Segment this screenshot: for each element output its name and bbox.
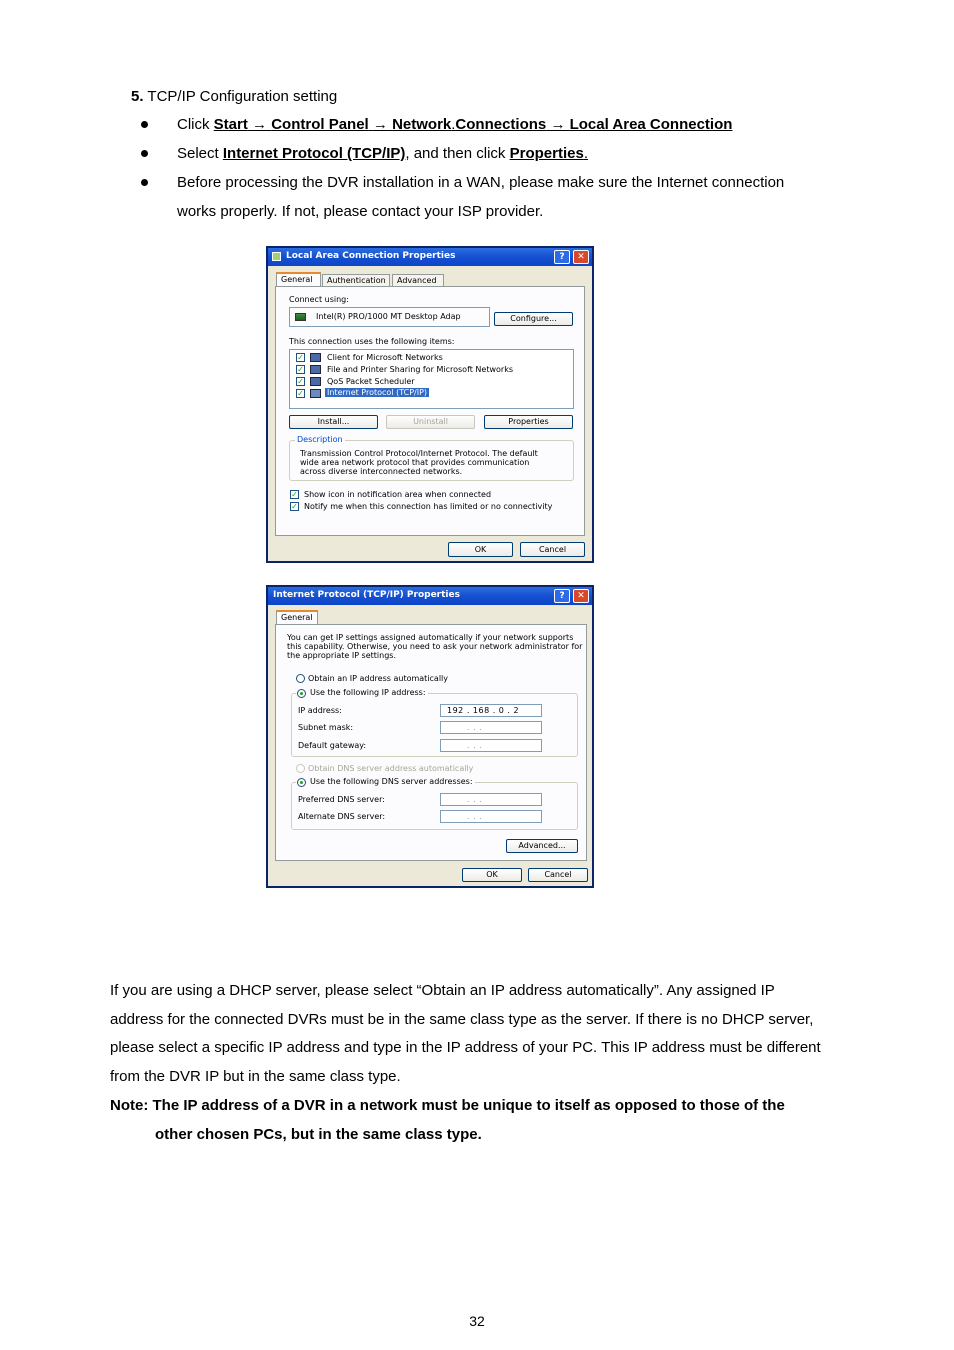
ok-button[interactable]: OK: [462, 868, 522, 882]
section-heading: [131, 88, 337, 106]
use-dns-radio[interactable]: [297, 778, 306, 787]
intro-line: this capability. Otherwise, you need to ask your network administrator for: [287, 642, 583, 651]
local-area-connection-dialog: [266, 246, 594, 563]
bullet-text: Select: [177, 145, 223, 162]
use-ip-radio[interactable]: [297, 689, 306, 698]
ip-address-label: IP address:: [298, 706, 342, 715]
checkbox[interactable]: ✓: [297, 365, 304, 374]
bullet-text: , and then click: [405, 145, 510, 162]
bullet-dot: [141, 121, 148, 128]
help-button[interactable]: ?: [554, 589, 570, 603]
note-line: Note: The IP address of a DVR in a network must be unique to itself as opposed to those of the: [110, 1097, 785, 1114]
connections-link: Connections: [455, 116, 547, 133]
bullet-select-protocol: [177, 145, 588, 163]
dns-group: [291, 777, 578, 830]
tcpip-properties-dialog: [266, 585, 594, 888]
tab-authentication[interactable]: Authentication: [322, 274, 390, 287]
list-item[interactable]: File and Printer Sharing for Microsoft Networks: [327, 365, 513, 374]
uninstall-button[interactable]: Uninstall: [386, 415, 475, 429]
checkbox[interactable]: ✓: [297, 389, 304, 398]
paragraph-line: please select a specific IP address and type in the IP address of your PC. This IP address must be different: [110, 1039, 821, 1056]
start-link: Start: [213, 116, 248, 133]
obtain-ip-label: Obtain an IP address automatically: [308, 674, 449, 683]
control-panel-link: Control Panel: [271, 116, 369, 133]
network-link: Network: [392, 116, 452, 133]
dot-text: .: [451, 116, 456, 133]
configure-button[interactable]: Configure...: [494, 312, 573, 326]
preferred-dns-input[interactable]: . . .: [440, 793, 542, 806]
connect-using-label: Connect using:: [289, 295, 349, 304]
protocol-icon: [310, 389, 321, 398]
intro-line: the appropriate IP settings.: [287, 651, 397, 660]
description-group: [289, 435, 574, 481]
network-icon: [272, 252, 281, 261]
obtain-ip-radio[interactable]: [296, 674, 305, 683]
client-icon: [310, 353, 321, 362]
cancel-button[interactable]: Cancel: [528, 868, 588, 882]
section-title: TCP/IP Configuration setting: [147, 88, 338, 105]
use-ip-label: Use the following IP address:: [296, 688, 428, 697]
general-panel: [275, 286, 585, 536]
tab-advanced[interactable]: Advanced: [392, 274, 444, 287]
list-item[interactable]: Client for Microsoft Networks: [327, 353, 443, 362]
general-panel: [275, 624, 587, 861]
paragraph-line: If you are using a DHCP server, please select “Obtain an IP address automatically”. Any assigned IP: [110, 982, 775, 999]
arrow-icon: →: [550, 116, 566, 133]
tab-general[interactable]: General: [276, 610, 318, 625]
properties-button[interactable]: Properties: [484, 415, 573, 429]
dialog-title: Local Area Connection Properties: [286, 251, 456, 261]
local-area-connection-link: Local Area Connection: [569, 116, 733, 133]
section-number: 5.: [131, 88, 144, 105]
adapter-field: [289, 307, 490, 327]
ip-address-input[interactable]: 192 . 168 . 0 . 2: [440, 704, 542, 717]
checkbox[interactable]: ✓: [297, 377, 304, 386]
alternate-dns-label: Alternate DNS server:: [298, 812, 386, 821]
obtain-dns-label: Obtain DNS server address automatically: [308, 764, 474, 773]
subnet-mask-label: Subnet mask:: [298, 723, 354, 732]
note-line: other chosen PCs, but in the same class type.: [155, 1126, 482, 1143]
qos-icon: [310, 377, 321, 386]
notify-label: Notify me when this connection has limited or no connectivity: [304, 502, 553, 511]
obtain-dns-radio[interactable]: [296, 764, 305, 773]
title-bar: [268, 248, 592, 266]
bullet-wan-line2: works properly. If not, please contact your ISP provider.: [177, 203, 544, 220]
checkbox[interactable]: ✓: [297, 353, 304, 362]
arrow-icon: →: [372, 116, 388, 133]
period-text: .: [583, 145, 588, 162]
adapter-name: Intel(R) PRO/1000 MT Desktop Adap: [316, 312, 461, 321]
use-dns-label: Use the following DNS server addresses:: [296, 777, 475, 786]
install-button[interactable]: Install...: [289, 415, 378, 429]
bullet-click-path: [177, 116, 732, 134]
items-label: This connection uses the following items:: [289, 337, 455, 346]
advanced-button[interactable]: Advanced...: [506, 839, 578, 853]
arrow-icon: →: [252, 116, 268, 133]
notify-checkbox[interactable]: ✓: [291, 502, 298, 511]
show-icon-checkbox[interactable]: ✓: [291, 490, 298, 499]
title-bar: [268, 587, 592, 605]
paragraph-line: address for the connected DVRs must be in the same class type as the server. If there is no DHCP server,: [110, 1011, 814, 1028]
ip-address-group: [291, 688, 578, 757]
description-line: across diverse interconnected networks.: [300, 467, 463, 476]
default-gateway-label: Default gateway:: [298, 741, 367, 750]
close-button[interactable]: ✕: [573, 250, 589, 264]
help-button[interactable]: ?: [554, 250, 570, 264]
preferred-dns-label: Preferred DNS server:: [298, 795, 385, 804]
network-adapter-icon: [295, 313, 306, 321]
properties-link: Properties: [509, 145, 584, 162]
intro-line: You can get IP settings assigned automatically if your network supports: [287, 633, 574, 642]
description-line: Transmission Control Protocol/Internet Protocol. The default: [300, 449, 538, 458]
alternate-dns-input[interactable]: . . .: [440, 810, 542, 823]
default-gateway-input[interactable]: . . .: [440, 739, 542, 752]
description-legend: Description: [297, 435, 343, 444]
protocol-link: Internet Protocol (TCP/IP): [222, 145, 406, 162]
list-item-selected[interactable]: Internet Protocol (TCP/IP): [327, 388, 428, 397]
bullet-wan-line1: Before processing the DVR installation in a WAN, please make sure the Internet connection: [177, 174, 785, 191]
show-icon-label: Show icon in notification area when connected: [304, 490, 492, 499]
ok-button[interactable]: OK: [448, 542, 513, 557]
dialog-title: Internet Protocol (TCP/IP) Properties: [273, 590, 460, 600]
bullet-dot: [141, 179, 148, 186]
file-sharing-icon: [310, 365, 321, 374]
list-item[interactable]: QoS Packet Scheduler: [327, 377, 415, 386]
description-line: wide area network protocol that provides communication: [300, 458, 530, 467]
bullet-text: Click: [177, 116, 214, 133]
paragraph-line: from the DVR IP but in the same class type.: [110, 1068, 401, 1085]
subnet-mask-input[interactable]: . . .: [440, 721, 542, 734]
components-list[interactable]: [289, 349, 574, 409]
cancel-button[interactable]: Cancel: [520, 542, 585, 557]
close-button[interactable]: ✕: [573, 589, 589, 603]
page-number: 32: [469, 1313, 485, 1329]
tab-general[interactable]: General: [276, 272, 321, 287]
bullet-dot: [141, 150, 148, 157]
